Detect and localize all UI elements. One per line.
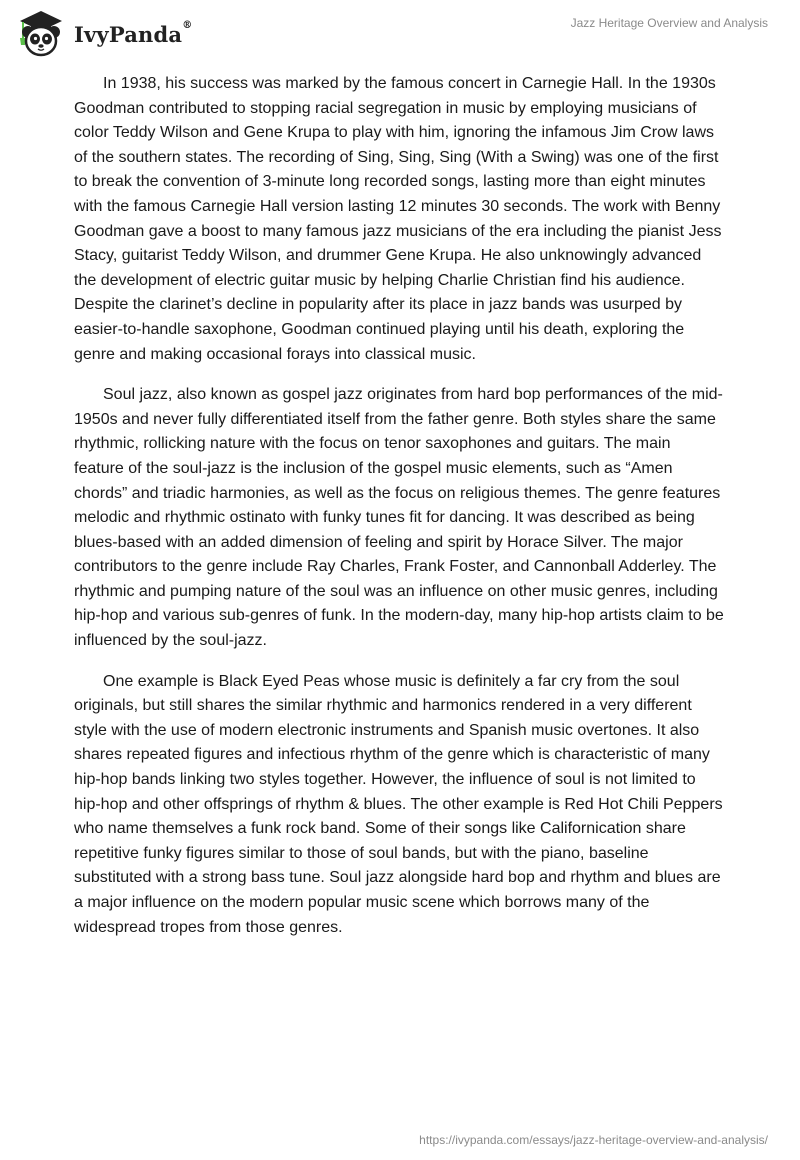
- page-header: [0, 0, 800, 70]
- brand-logo[interactable]: [14, 8, 192, 60]
- document-title: Jazz Heritage Overview and Analysis: [570, 16, 768, 30]
- panda-graduation-cap-icon: [14, 8, 70, 60]
- paragraph: Soul jazz, also known as gospel jazz originates from hard bop performances of the mid-1950s and never fully differentiated itself from the father genre. Both styles share the same rhythmic, rollicking nature with the focus on tenor saxophones and guitars. The main feature of the soul-jazz is the inclusion of the gospel music elements, such as “Amen chords” and triadic harmonies, as well as the focus on religious themes. The genre features melodic and rhythmic ostinato with funky tunes fit for dancing. It was described as being blues-based with an added dimension of feeling and spirit by Horace Silver. The major contributors to the genre include Ray Charles, Frank Foster, and Cannonball Adderley. The rhythmic and pumping nature of the soul was an influence on other music genres, including hip-hop and various sub-genres of funk. In the modern-day, many hip-hop artists claim to be influenced by the soul-jazz.: [74, 386, 724, 650]
- paragraph: One example is Black Eyed Peas whose music is definitely a far cry from the soul originals, but still shares the similar rhythmic and harmonics rendered in a very different style with the use of modern electronic instruments and Spanish music overtones. It also shares repeated figures and infectious rhythm of the genre which is characteristic of many hip-hop bands linking two styles together. However, the influence of soul is not limited to hip-hop and other offsprings of rhythm & blues. The other example is Red Hot Chili Peppers who name themselves a funk rock band. Some of their songs like Californication share repetitive funky figures similar to those of soul bands, but with the piano, baseline substituted with a strong bass tune. Soul jazz alongside hard bop and rhythm and blues are a major influence on the modern popular music scene which borrows many of the widespread tropes from those genres.: [74, 672, 723, 936]
- brand-name: IvyPanda®: [74, 19, 193, 47]
- source-url[interactable]: https://ivypanda.com/essays/jazz-heritage-overview-and-analysis/: [419, 1133, 768, 1147]
- paragraph: In 1938, his success was marked by the famous concert in Carnegie Hall. In the 1930s Goodman contributed to stopping racial segregation in music by employing musicians of color Teddy Wilson and Gene Krupa to play with him, ignoring the infamous Jim Crow laws of the southern states. The recording of Sing, Sing, Sing (With a Swing) was one of the first to break the convention of 3-minute long recorded songs, lasting more than eight minutes with the famous Carnegie Hall version lasting 12 minutes 30 seconds. The work with Benny Goodman gave a boost to many famous jazz musicians of the era including the pianist Jess Stacy, guitarist Teddy Wilson, and drummer Gene Krupa. He also unknowingly advanced the development of electric guitar music by helping Charlie Christian find his audience. Despite the clarinet’s decline in popularity after its place in jazz bands was usurped by easier-to-handle saxophone, Goodman continued playing until his death, exploring the genre and making occasional forays into classical music.: [74, 75, 722, 363]
- essay-body: [74, 72, 724, 956]
- registered-mark: ®: [182, 19, 193, 31]
